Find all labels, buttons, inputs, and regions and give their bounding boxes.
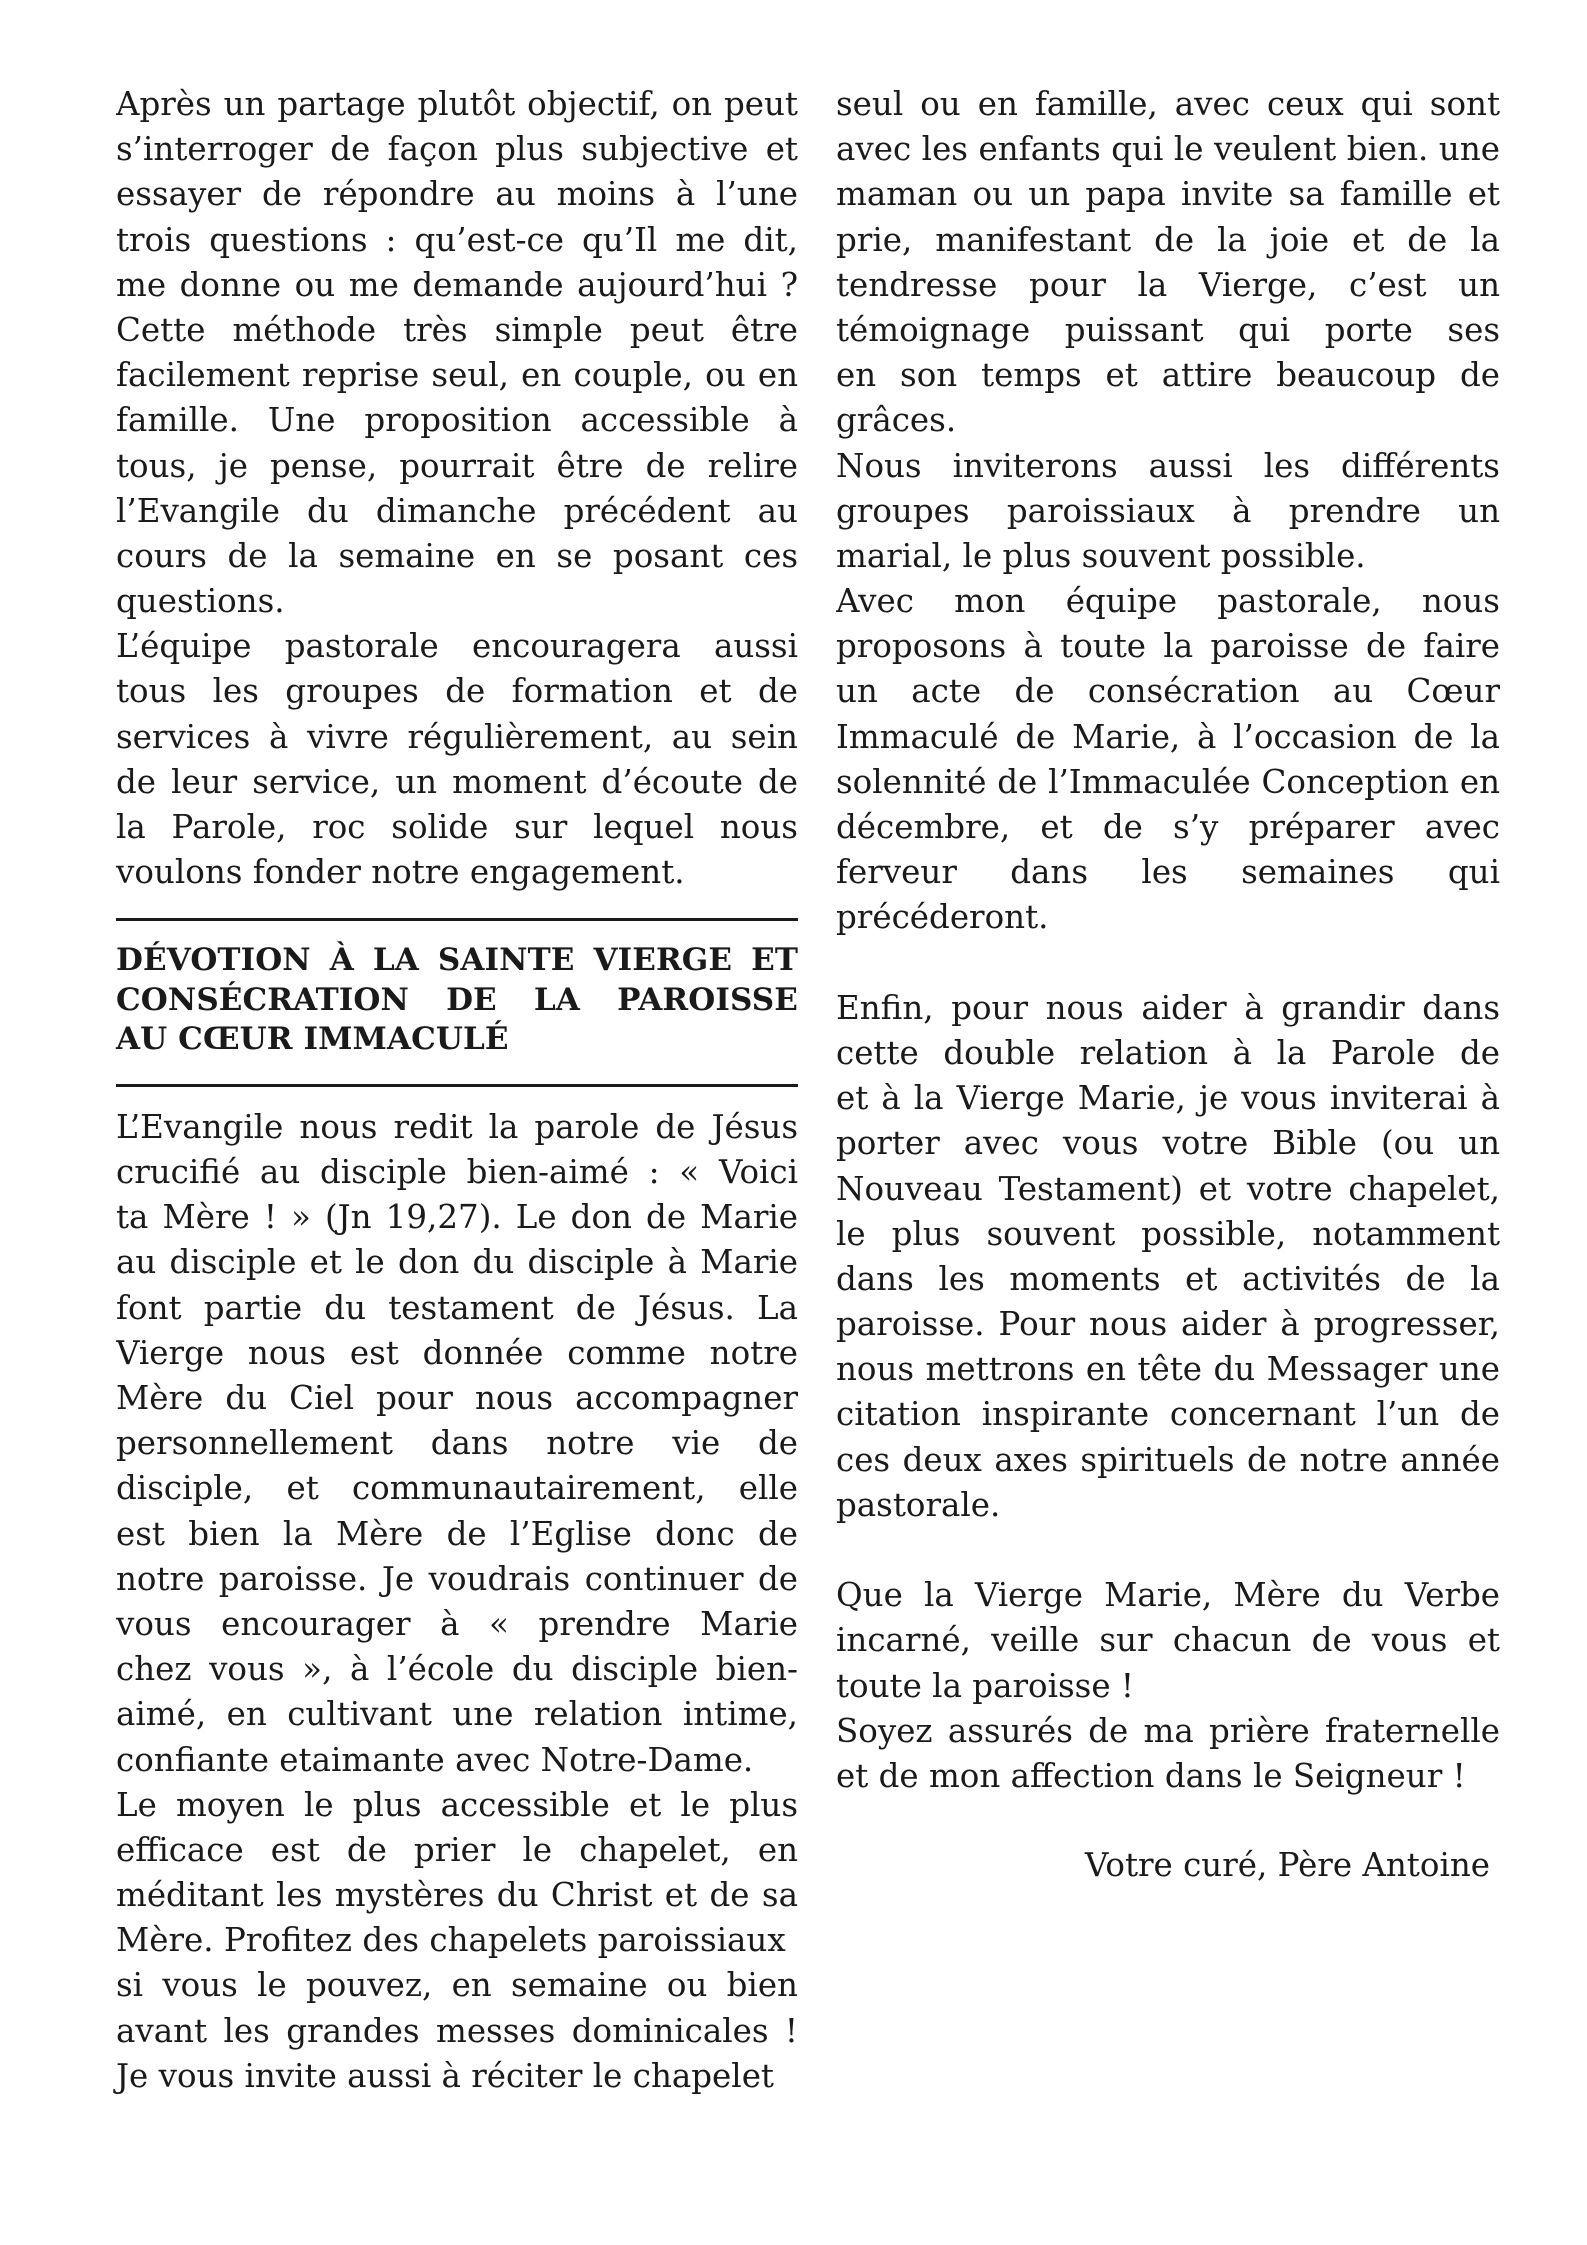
text-line: méditant les mystères du Christ et de sa xyxy=(116,1876,798,1915)
text-line: tous, je pense, pourrait être de relire xyxy=(116,446,798,485)
text-line: s’interroger de façon plus subjective et xyxy=(116,130,798,169)
text-line: Que la Vierge Marie, Mère du Verbe xyxy=(836,1576,1500,1615)
text-line: L’équipe pastorale encouragera aussi xyxy=(116,627,798,666)
text-line: L’Evangile nous redit la parole de Jésus xyxy=(116,1107,798,1146)
text-line: groupes paroissiaux à prendre un xyxy=(836,491,1500,530)
text-line: porter avec vous votre Bible (ou un xyxy=(836,1124,1500,1163)
text-line: chez vous », à l’école du disciple bien- xyxy=(116,1650,798,1689)
text-line: prie, manifestant de la joie et de la xyxy=(836,220,1500,259)
text-line: ferveur dans les semaines qui xyxy=(836,853,1500,892)
text-line: toute la paroisse ! xyxy=(836,1666,1134,1705)
paragraph-family-prayer xyxy=(836,82,1500,444)
text-line: solennité de l’Immaculée Conception en xyxy=(836,762,1500,801)
text-line: font partie du testament de Jésus. La xyxy=(116,1288,798,1327)
text-line: est bien la Mère de l’Eglise donc de xyxy=(116,1514,798,1553)
text-line: famille. Une proposition accessible à xyxy=(116,401,798,440)
left-column xyxy=(116,82,798,2099)
text-line: proposons à toute la paroisse de faire xyxy=(836,627,1500,666)
text-line: tous les groupes de formation et de xyxy=(116,672,798,711)
text-line: Soyez assurés de ma prière fraternelle xyxy=(836,1711,1500,1750)
text-line: maman ou un papa invite sa famille et xyxy=(836,175,1500,214)
text-line: trois questions : qu’est-ce qu’Il me dit, xyxy=(116,220,798,259)
text-line: nous mettrons en tête du Messager une xyxy=(836,1350,1500,1389)
text-line: Je vous invite aussi à réciter le chapelet xyxy=(116,2056,774,2095)
text-line: Vierge nous est donnée comme notre xyxy=(116,1333,798,1372)
text-line: de leur service, un moment d’écoute de xyxy=(116,762,798,801)
text-line: disciple, et communautairement, elle xyxy=(116,1469,798,1508)
section-rule-bottom xyxy=(116,1084,798,1087)
paragraph-parish-groups xyxy=(836,444,1500,580)
text-line: services à vivre régulièrement, au sein xyxy=(116,717,798,756)
text-line: facilement reprise seul, en couple, ou en xyxy=(116,356,798,395)
text-line: Enfin, pour nous aider à grandir dans xyxy=(836,988,1500,1027)
text-line: paroisse. Pour nous aider à progresser, xyxy=(836,1305,1500,1344)
heading-line: DÉVOTION À LA SAINTE VIERGE ET xyxy=(116,942,798,979)
text-line: grâces. xyxy=(836,401,957,440)
right-column xyxy=(836,82,1500,1888)
text-line: le plus souvent possible, notamment xyxy=(836,1214,1500,1253)
text-line: Immaculé de Marie, à l’occasion de la xyxy=(836,717,1500,756)
text-line: personnellement dans notre vie de xyxy=(116,1424,798,1463)
paragraph-blessing xyxy=(836,1573,1500,1709)
paragraph-pastoral-team xyxy=(116,624,798,895)
paragraph-gospel xyxy=(116,1105,798,1783)
text-line: aimé, en cultivant une relation intime, xyxy=(116,1695,798,1734)
paragraph-spacer xyxy=(836,941,1500,986)
paragraph-spacer xyxy=(836,1528,1500,1573)
text-line: notre paroisse. Je voudrais continuer de xyxy=(116,1559,798,1598)
text-line: Le moyen le plus accessible et le plus xyxy=(116,1785,798,1824)
text-line: décembre, et de s’y préparer avec xyxy=(836,808,1500,846)
text-line: efficace est de prier le chapelet, en xyxy=(116,1830,798,1869)
text-line: avec les enfants qui le veulent bien. une xyxy=(836,130,1500,169)
text-line: confiante etaimante avec Notre-Dame. xyxy=(116,1740,754,1779)
text-line: vous encourager à « prendre Marie xyxy=(116,1604,798,1643)
section-rule-top xyxy=(116,918,798,921)
text-line: Mère du Ciel pour nous accompagner xyxy=(116,1379,798,1417)
heading-line: AU CŒUR IMMACULÉ xyxy=(116,1021,509,1058)
text-line: en son temps et attire beaucoup de xyxy=(836,356,1500,395)
text-line: seul ou en famille, avec ceux qui sont xyxy=(836,85,1500,123)
text-line: Mère. Profitez des chapelets paroissiaux xyxy=(116,1921,786,1960)
text-line: au disciple et le don du disciple à Marie xyxy=(116,1243,798,1282)
text-line: Avec mon équipe pastorale, nous xyxy=(836,582,1500,621)
text-line: voulons fonder notre engagement. xyxy=(116,853,685,892)
text-line: citation inspirante concernant l’un de xyxy=(836,1395,1500,1434)
signature: Votre curé, Père Antoine xyxy=(1084,1846,1490,1885)
text-line: marial, le plus souvent possible. xyxy=(836,536,1366,575)
text-line: incarné, veille sur chacun de vous et xyxy=(836,1621,1500,1660)
text-line: cours de la semaine en se posant ces xyxy=(116,536,798,575)
text-line: Après un partage plutôt objectif, on peut xyxy=(116,85,798,123)
text-line: ces deux axes spirituels de notre année xyxy=(836,1440,1500,1479)
text-line: tendresse pour la Vierge, c’est un xyxy=(836,265,1500,304)
text-line: essayer de répondre au moins à l’une xyxy=(116,175,798,214)
paragraph-rosary xyxy=(116,1783,798,2099)
text-line: l’Evangile du dimanche précédent au xyxy=(116,491,798,530)
text-line: dans les moments et activités de la xyxy=(836,1259,1500,1298)
text-line: et à la Vierge Marie, je vous inviterai à xyxy=(836,1079,1500,1118)
paragraph-method xyxy=(116,82,798,624)
text-line: la Parole, roc solide sur lequel nous xyxy=(116,808,798,846)
text-line: me donne ou me demande aujourd’hui ? xyxy=(116,265,798,304)
text-line: questions. xyxy=(116,582,285,621)
text-line: un acte de consécration au Cœur xyxy=(836,672,1500,711)
text-line: et de mon affection dans le Seigneur ! xyxy=(836,1756,1466,1795)
text-line: Cette méthode très simple peut être xyxy=(116,310,798,349)
text-line: cette double relation à la Parole de xyxy=(836,1033,1500,1072)
section-heading xyxy=(116,941,798,1060)
paragraph-prayer xyxy=(836,1709,1500,1799)
text-line: Nouveau Testament) et votre chapelet, xyxy=(836,1169,1500,1208)
text-line: crucifié au disciple bien-aimé : « Voici xyxy=(116,1153,798,1192)
text-line: avant les grandes messes dominicales ! xyxy=(116,2011,798,2050)
text-line: pastorale. xyxy=(836,1485,1001,1524)
paragraph-consecration xyxy=(836,579,1500,941)
text-line: précéderont. xyxy=(836,898,1049,937)
heading-line: CONSÉCRATION DE LA PAROISSE xyxy=(116,981,798,1018)
text-line: témoignage puissant qui porte ses xyxy=(836,310,1500,349)
text-line: ta Mère ! » (Jn 19,27). Le don de Marie xyxy=(116,1198,798,1237)
text-line: si vous le pouvez, en semaine ou bien xyxy=(116,1966,798,2005)
paragraph-bible-rosary xyxy=(836,986,1500,1528)
text-line: Nous inviterons aussi les différents xyxy=(836,446,1500,485)
